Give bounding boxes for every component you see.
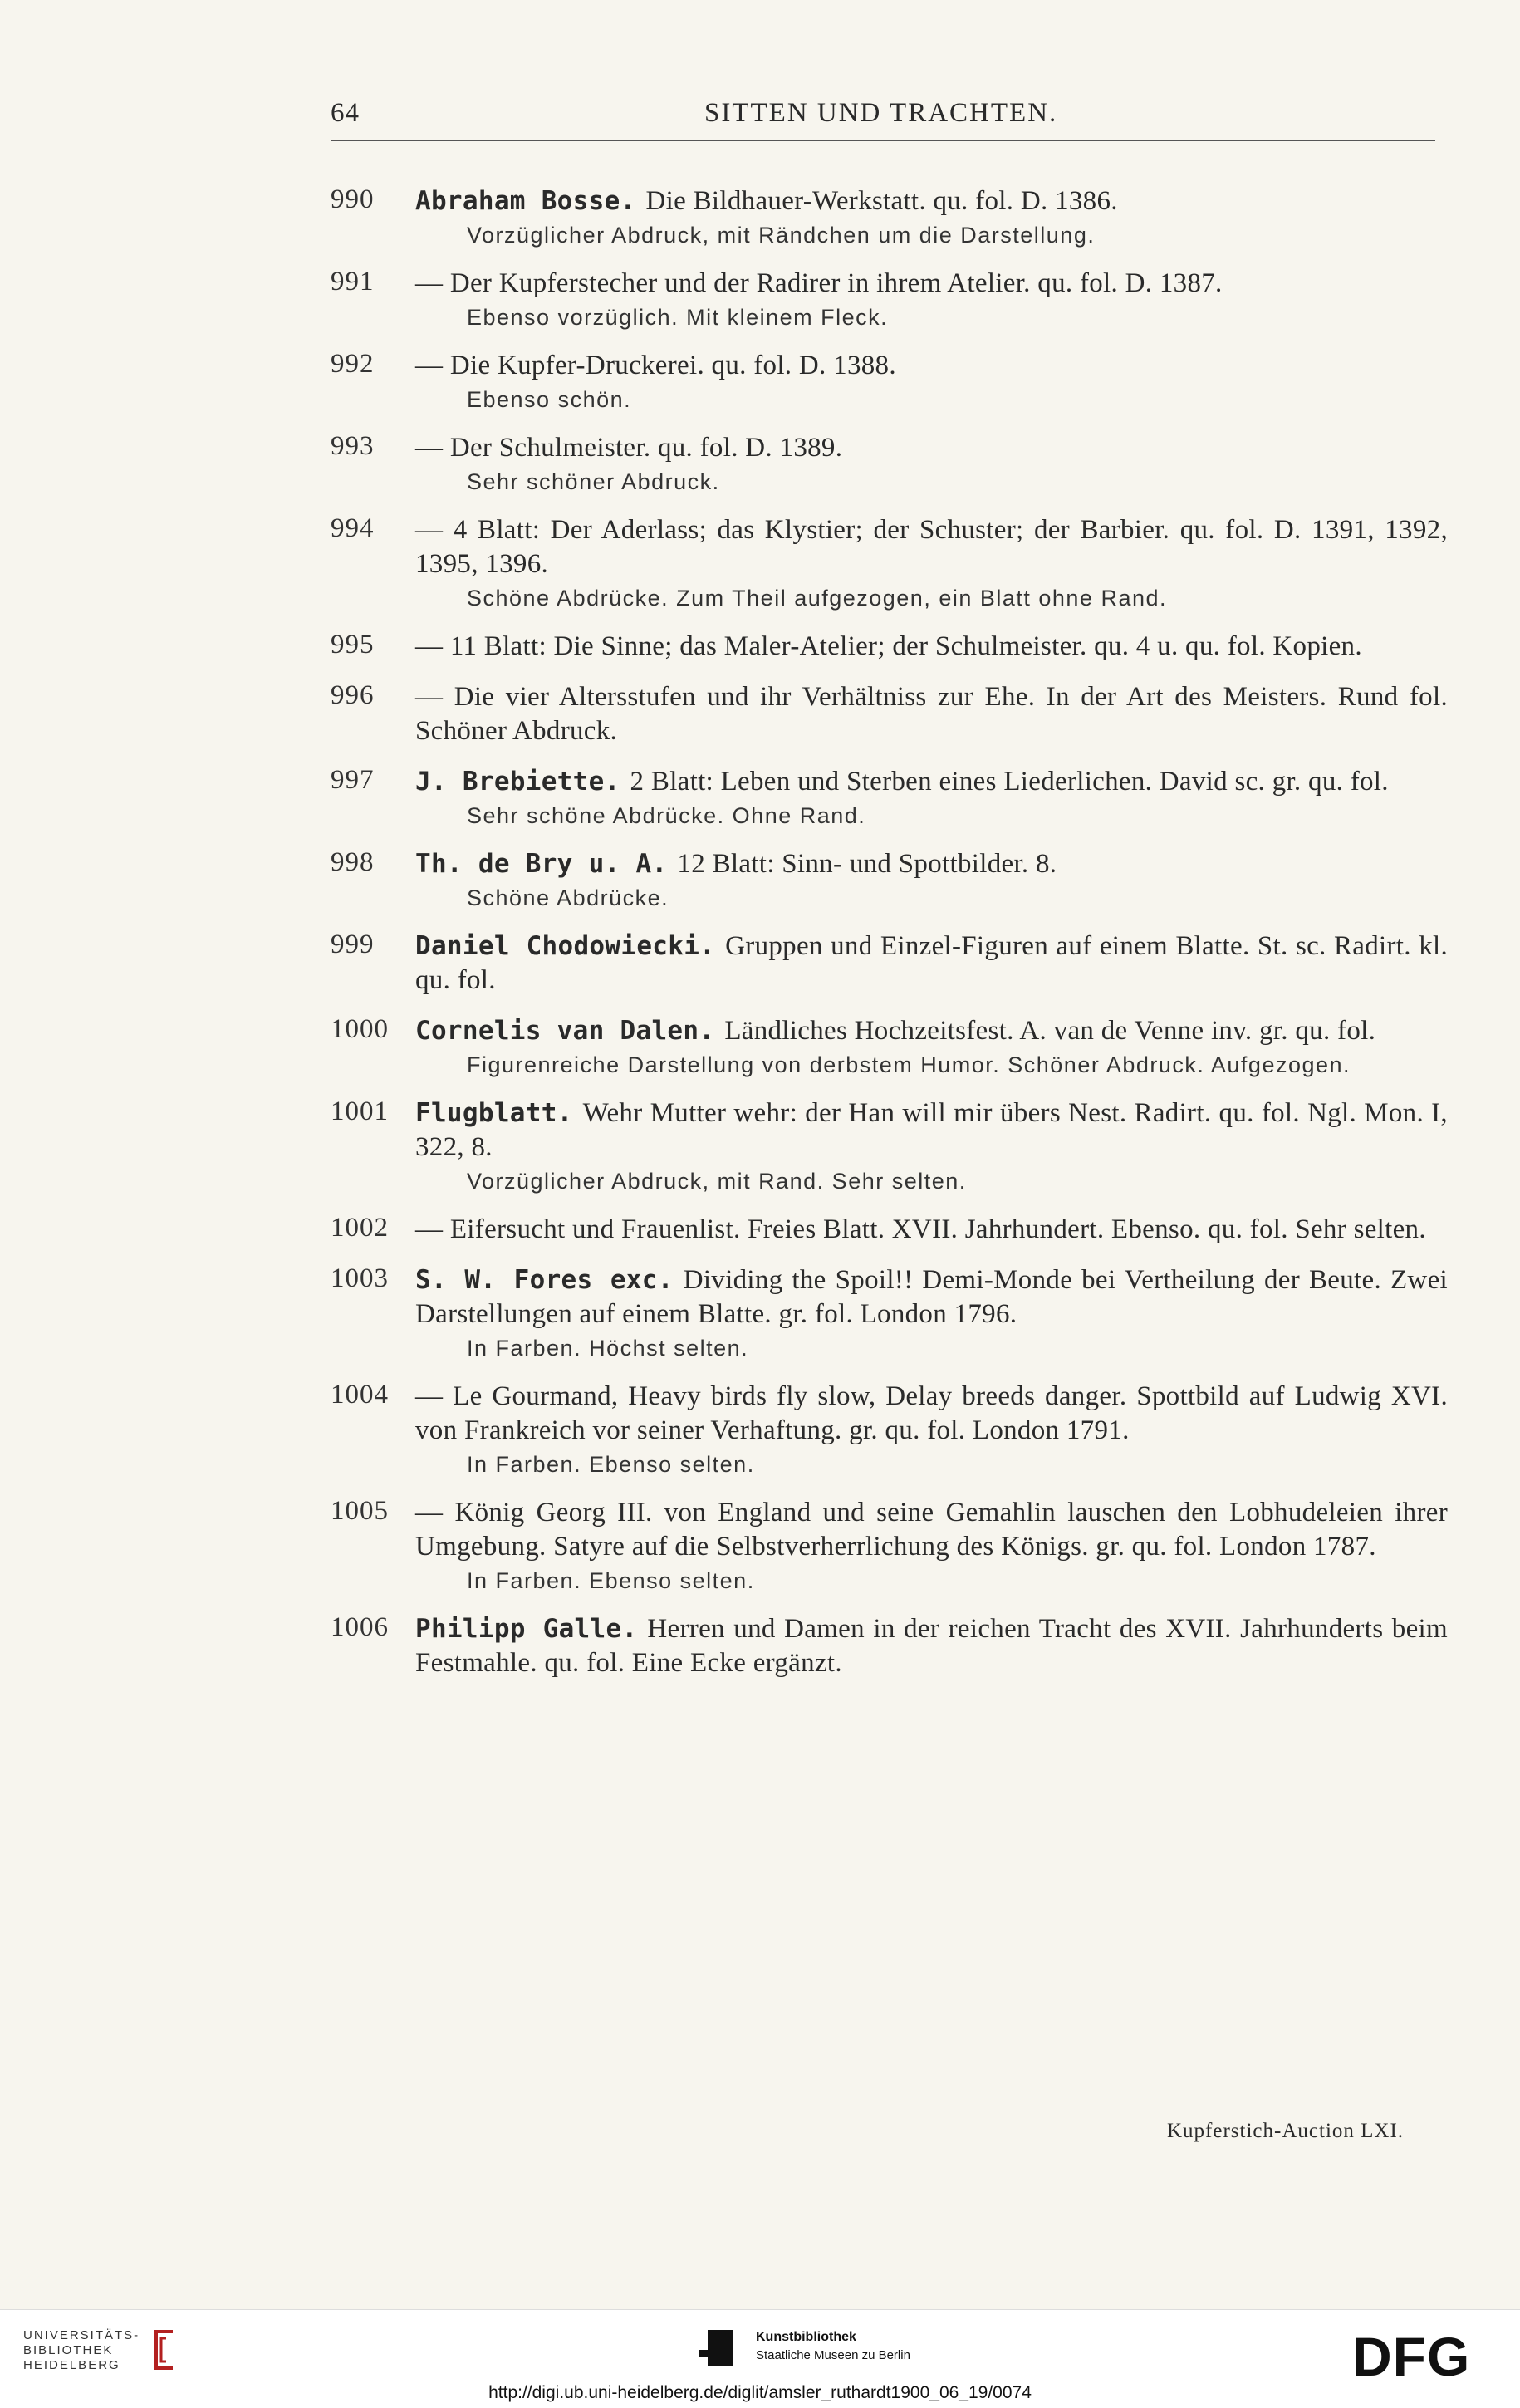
viewer-footer-bar (0, 2309, 1520, 2408)
entry-condition-note: Vorzüglicher Abdruck, mit Rand. Sehr selten. (467, 1169, 967, 1194)
catalogue-entry (331, 1014, 1448, 1080)
entry-number: 995 (331, 630, 375, 660)
entry-description (415, 1496, 1448, 1564)
entry-number: 991 (331, 267, 375, 297)
entry-text: Wehr Mutter wehr: der Han will mir übers Nest. Radirt. qu. fol. Ngl. Mon. I, 322, 8. (415, 1098, 1448, 1162)
catalogue-entry (331, 847, 1448, 913)
entry-artist: Th. de Bry u. A. (415, 849, 668, 879)
catalogue-entry (331, 1496, 1448, 1596)
entry-number: 997 (331, 765, 375, 795)
entry-text: — Eifersucht und Frauenlist. Freies Blatt. XVII. Jahrhundert. Ebenso. qu. fol. Sehr selten. (415, 1214, 1426, 1244)
entry-condition-note: Ebenso vorzüglich. Mit kleinem Fleck. (467, 305, 889, 330)
entry-number: 990 (331, 184, 375, 214)
running-title: SITTEN UND TRACHTEN. (704, 98, 1058, 128)
entry-condition-note: In Farben. Ebenso selten. (467, 1452, 755, 1477)
entry-description (415, 1263, 1448, 1332)
entry-condition-note: Sehr schöne Abdrücke. Ohne Rand. (467, 803, 866, 828)
entry-description (415, 680, 1448, 748)
ub-emblem-icon (148, 2327, 181, 2373)
entry-artist: Philipp Galle. (415, 1614, 638, 1644)
entry-condition-note: Ebenso schön. (467, 387, 632, 412)
entry-description (415, 513, 1448, 581)
header-rule (331, 140, 1435, 141)
entry-number: 1001 (331, 1096, 389, 1126)
ub-line-1: UNIVERSITÄTS- (23, 2328, 140, 2342)
entry-description (415, 1014, 1448, 1048)
catalogue-entry (331, 765, 1448, 831)
catalogue-entry (331, 680, 1448, 748)
entry-description (415, 267, 1448, 301)
permalink-url[interactable]: http://digi.ub.uni-heidelberg.de/diglit/amsler_ruthardt1900_06_19/0074 (488, 2383, 1032, 2402)
catalogue-entry (331, 349, 1448, 414)
page-number: 64 (331, 98, 360, 128)
entry-artist: J. Brebiette. (415, 767, 620, 797)
entry-condition-note: Figurenreiche Darstellung von derbstem Humor. Schöner Abdruck. Aufgezogen. (467, 1052, 1351, 1077)
entry-number: 1005 (331, 1496, 389, 1526)
entry-condition-note: Sehr schöner Abdruck. (467, 469, 720, 494)
entry-description (415, 1380, 1448, 1448)
entry-description (415, 1213, 1448, 1247)
entry-text: 12 Blatt: Sinn- und Spottbilder. 8. (677, 849, 1057, 879)
entry-number: 994 (331, 513, 375, 543)
entry-description (415, 431, 1448, 465)
catalogue-entry (331, 929, 1448, 998)
entry-condition-note: Vorzüglicher Abdruck, mit Rändchen um die Darstellung. (467, 223, 1096, 248)
catalogue-entry (331, 1213, 1448, 1247)
kunstbibliothek-logo[interactable] (756, 2328, 910, 2365)
entry-condition-note: Schöne Abdrücke. (467, 885, 669, 910)
catalogue-entries (331, 184, 1448, 1697)
entry-text: Herren und Damen in der reichen Tracht des XVII. Jahrhunderts beim Festmahle. qu. fol. Eine Ecke ergänzt. (415, 1614, 1448, 1678)
kb-subtitle: Staatliche Museen zu Berlin (756, 2348, 910, 2362)
catalogue-entry (331, 1612, 1448, 1680)
entry-number: 1002 (331, 1213, 389, 1243)
catalogue-entry (331, 431, 1448, 497)
entry-description (415, 929, 1448, 998)
kunstbibliothek-logo-icon (696, 2325, 743, 2371)
entry-text: — Le Gourmand, Heavy birds fly slow, Delay breeds danger. Spottbild auf Ludwig XVI. von Frankreich vor seiner Verhaftung. gr. qu. fol. London 1791. (415, 1381, 1448, 1445)
entry-text: — 4 Blatt: Der Aderlass; das Klystier; der Schuster; der Barbier. qu. fol. D. 1391, 1392, 1395, 1396. (415, 515, 1448, 579)
kb-title: Kunstbibliothek (756, 2330, 856, 2344)
entry-text: — Die vier Altersstufen und ihr Verhältniss zur Ehe. In der Art des Meisters. Rund fol. Schöner Abdruck. (415, 682, 1448, 746)
entry-artist: Flugblatt. (415, 1098, 573, 1128)
entry-number: 1006 (331, 1612, 389, 1642)
entry-description (415, 765, 1448, 799)
page-header (331, 98, 1435, 138)
entry-artist: Cornelis van Dalen. (415, 1016, 715, 1046)
entry-text: 2 Blatt: Leben und Sterben eines Liederlichen. David sc. gr. qu. fol. (630, 767, 1389, 797)
ub-heidelberg-logo[interactable] (23, 2328, 140, 2373)
entry-number: 1003 (331, 1263, 389, 1293)
entry-number: 999 (331, 929, 375, 959)
entry-description (415, 847, 1448, 881)
entry-artist: S. W. Fores exc. (415, 1265, 674, 1295)
catalogue-entry (331, 1096, 1448, 1196)
catalogue-entry (331, 267, 1448, 332)
entry-text: Ländliches Hochzeitsfest. A. van de Venne inv. gr. qu. fol. (724, 1016, 1376, 1046)
catalogue-entry (331, 184, 1448, 250)
entry-description (415, 1612, 1448, 1680)
entry-number: 993 (331, 431, 375, 461)
entry-text: — Der Kupferstecher und der Radirer in ihrem Atelier. qu. fol. D. 1387. (415, 268, 1223, 298)
entry-number: 1000 (331, 1014, 389, 1044)
entry-artist: Abraham Bosse. (415, 186, 636, 216)
entry-condition-note: Schöne Abdrücke. Zum Theil aufgezogen, ein Blatt ohne Rand. (467, 586, 1167, 611)
catalogue-entry (331, 1263, 1448, 1363)
catalogue-entry (331, 630, 1448, 664)
entry-description (415, 349, 1448, 383)
entry-condition-note: In Farben. Höchst selten. (467, 1336, 749, 1361)
entry-text: — König Georg III. von England und seine Gemahlin lauschen den Lobhudeleien ihrer Umgebung. Satyre auf die Selbstverherrlichung des Königs. gr. qu. fol. London 1787. (415, 1498, 1448, 1562)
ub-line-3: HEIDELBERG (23, 2358, 120, 2372)
entry-artist: Daniel Chodowiecki. (415, 931, 716, 961)
entry-text: — Die Kupfer-Druckerei. qu. fol. D. 1388. (415, 351, 896, 380)
entry-description (415, 630, 1448, 664)
entry-condition-note: In Farben. Ebenso selten. (467, 1568, 755, 1593)
entry-text: — 11 Blatt: Die Sinne; das Maler-Atelier; der Schulmeister. qu. 4 u. qu. fol. Kopien. (415, 631, 1362, 661)
entry-text: Gruppen und Einzel-Figuren auf einem Blatte. St. sc. Radirt. kl. qu. fol. (415, 931, 1449, 995)
entry-number: 996 (331, 680, 375, 710)
signature-line: Kupferstich-Auction LXI. (1167, 2120, 1405, 2142)
entry-text: Dividing the Spoil!! Demi-Monde bei Vertheilung der Beute. Zwei Darstellungen auf einem Blatte. gr. fol. London 1796. (415, 1265, 1448, 1329)
entry-description (415, 184, 1448, 218)
entry-text: Die Bildhauer-Werkstatt. qu. fol. D. 1386. (645, 186, 1118, 216)
dfg-logo[interactable]: DFG (1352, 2326, 1471, 2387)
entry-text: — Der Schulmeister. qu. fol. D. 1389. (415, 433, 843, 463)
entry-number: 998 (331, 847, 375, 877)
catalogue-entry (331, 513, 1448, 613)
entry-number: 992 (331, 349, 375, 379)
entry-description (415, 1096, 1448, 1165)
entry-number: 1004 (331, 1380, 389, 1410)
catalogue-entry (331, 1380, 1448, 1479)
ub-line-2: BIBLIOTHEK (23, 2343, 114, 2357)
